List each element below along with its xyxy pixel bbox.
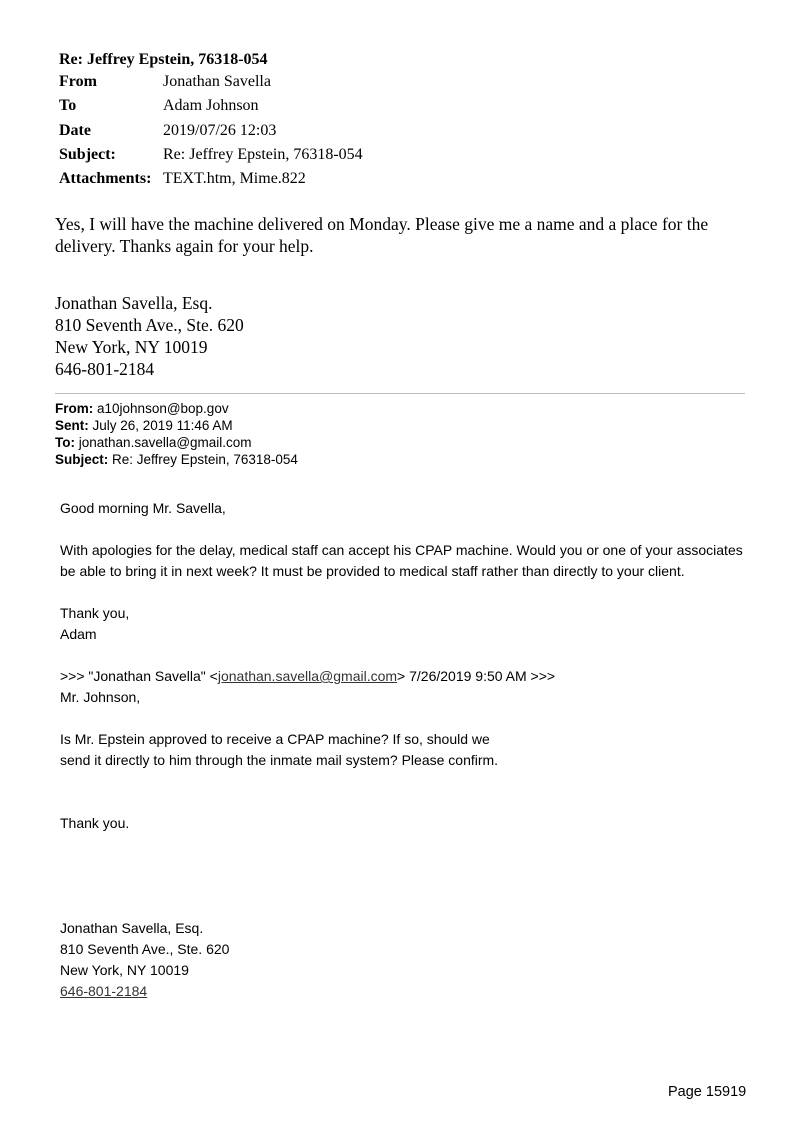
fwd-to-row [55, 434, 298, 451]
quote-suffix: > 7/26/2019 9:50 AM >>> [397, 668, 556, 684]
fwd-to-label: To: [55, 435, 75, 450]
quote-signature-city: New York, NY 10019 [60, 962, 189, 978]
signature-city: New York, NY 10019 [55, 337, 208, 357]
reply-body: Yes, I will have the machine delivered on Monday. Please give me a name and a place for the delivery. Thanks again for your help. [55, 214, 709, 256]
attachments-value: TEXT.htm, Mime.822 [163, 170, 306, 188]
original-message [60, 498, 750, 1002]
message-paragraph: With apologies for the delay, medical staff can accept his CPAP machine. Would you or one of your associates be able to bring it in next week? It must be provided to medical staff rather than directly to your client. [60, 542, 743, 579]
fwd-sent-value: July 26, 2019 11:46 AM [92, 418, 233, 433]
signature-phone: 646-801-2184 [55, 359, 155, 379]
subject-row [59, 143, 363, 167]
attachments-label: Attachments: [59, 170, 152, 188]
from-value: Jonathan Savella [163, 73, 271, 90]
fwd-sent-label: Sent: [55, 418, 89, 433]
closing-line-2: Adam [60, 626, 97, 642]
to-label: To [59, 97, 77, 115]
from-row [59, 70, 363, 94]
forwarded-header [55, 400, 298, 468]
quote-greeting: Mr. Johnson, [60, 689, 141, 705]
closing-line-1: Thank you, [60, 605, 130, 621]
quote-thanks: Thank you. [60, 815, 130, 831]
fwd-subject-value: Re: Jeffrey Epstein, 76318-054 [112, 452, 298, 467]
quote-line-2: send it directly to him through the inmate mail system? Please confirm. [60, 752, 499, 768]
quote-header [60, 666, 750, 687]
fwd-from-row [55, 400, 298, 417]
fwd-from-label: From: [55, 401, 94, 416]
message-divider [55, 393, 745, 394]
from-label: From [59, 73, 97, 90]
subject-label: Subject: [59, 145, 116, 163]
attachments-row [59, 167, 363, 191]
page-number: Page 15919 [668, 1084, 747, 1100]
quote-email-link[interactable]: jonathan.savella@gmail.com [217, 668, 398, 684]
to-row [59, 94, 363, 118]
quote-signature-address: 810 Seventh Ave., Ste. 620 [60, 941, 230, 957]
date-value: 2019/07/26 12:03 [163, 121, 277, 139]
quote-prefix: >>> "Jonathan Savella" < [60, 668, 218, 684]
quote-signature-phone-link[interactable]: 646-801-2184 [60, 983, 148, 999]
fwd-sent-row [55, 417, 298, 434]
date-label: Date [59, 121, 91, 139]
quote-line-1: Is Mr. Epstein approved to receive a CPAP machine? If so, should we [60, 731, 490, 747]
to-value: Adam Johnson [163, 97, 259, 115]
date-row [59, 119, 363, 143]
email-title: Re: Jeffrey Epstein, 76318-054 [59, 51, 268, 68]
fwd-subject-label: Subject: [55, 452, 109, 467]
signature-address: 810 Seventh Ave., Ste. 620 [55, 315, 244, 335]
email-header [59, 50, 363, 191]
quote-signature-name: Jonathan Savella, Esq. [60, 920, 204, 936]
fwd-subject-row [55, 451, 298, 468]
signature-name: Jonathan Savella, Esq. [55, 293, 213, 313]
reply-signature [55, 292, 244, 380]
fwd-from-value: a10johnson@bop.gov [97, 401, 229, 416]
fwd-to-value: jonathan.savella@gmail.com [78, 435, 252, 450]
subject-value: Re: Jeffrey Epstein, 76318-054 [163, 145, 363, 163]
greeting: Good morning Mr. Savella, [60, 500, 226, 516]
